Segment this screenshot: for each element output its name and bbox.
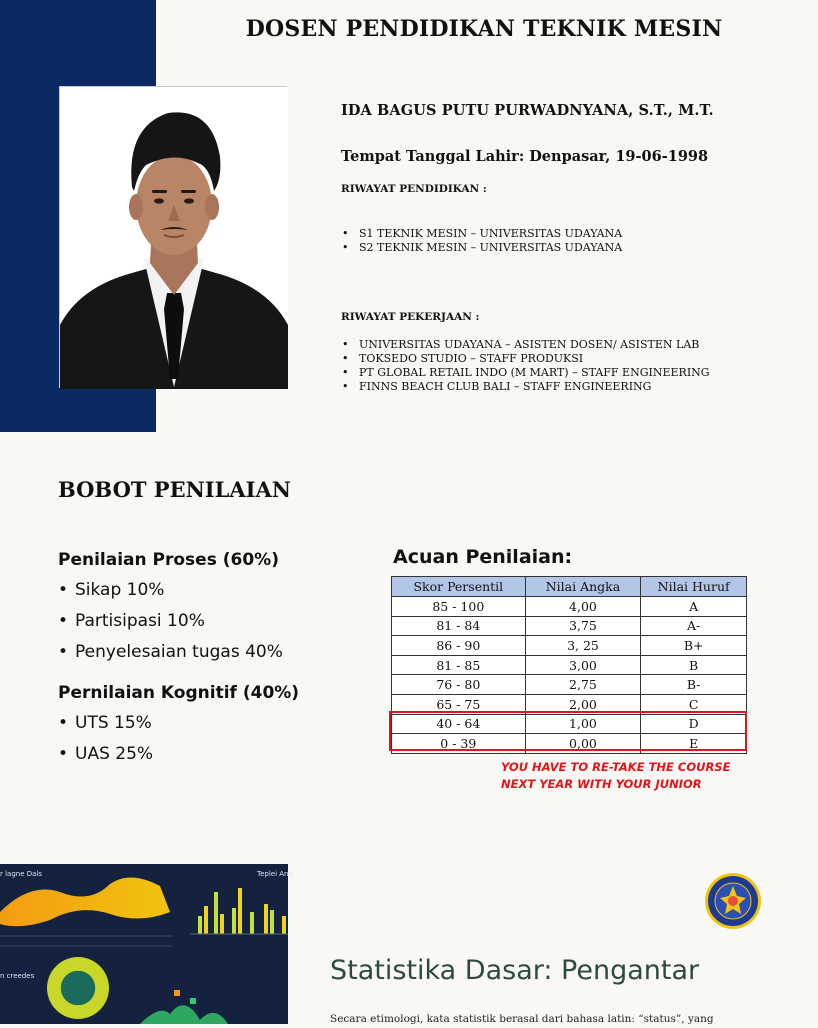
education-list — [341, 227, 751, 255]
table-row — [392, 616, 747, 636]
table-cell: C — [641, 694, 747, 714]
list-item: • FINNS BEACH CLUB BALI – STAFF ENGINEERING — [341, 380, 751, 394]
list-item: • Sikap 10% — [58, 575, 378, 606]
table-cell: 65 - 75 — [392, 694, 526, 714]
list-item: • S1 TEKNIK MESIN – UNIVERSITAS UDAYANA — [341, 227, 751, 241]
dashboard-label: Teplei Anu — [257, 870, 293, 878]
failing-grades-highlight — [389, 711, 747, 751]
warning-line: NEXT YEAR WITH YOUR JUNIOR — [501, 777, 702, 791]
list-item: • PT GLOBAL RETAIL INDO (M MART) – STAFF ENGINEERING — [341, 366, 751, 380]
table-cell: 4,00 — [525, 597, 641, 617]
table-cell: B+ — [641, 636, 747, 656]
lecturer-name: IDA BAGUS PUTU PURWADNYANA, S.T., M.T. — [341, 102, 714, 119]
list-item: • TOKSEDO STUDIO – STAFF PRODUKSI — [341, 352, 751, 366]
birth-info: Tempat Tanggal Lahir: Denpasar, 19-06-1998 — [341, 148, 709, 165]
next-slide-body: Secara etimologi, kata statistik berasal dari bahasa latin: “status”, yang — [330, 1013, 714, 1025]
reference-heading: Acuan Penilaian: — [393, 546, 573, 568]
column-header: Skor Persentil — [392, 577, 526, 597]
table-cell: E — [641, 734, 747, 754]
table-header-row — [392, 577, 747, 597]
table-cell: 3,00 — [525, 655, 641, 675]
page-title: DOSEN PENDIDIKAN TEKNIK MESIN — [245, 16, 723, 42]
dashboard-label: n creedes — [0, 972, 35, 980]
table-cell: 81 - 84 — [392, 616, 526, 636]
dashboard-label: r lagne Dals — [0, 870, 43, 878]
table-cell: D — [641, 714, 747, 734]
cognitive-heading: Pernilaian Kognitif (40%) — [58, 683, 300, 703]
university-seal-icon — [704, 872, 762, 930]
table-row — [392, 655, 747, 675]
table-row — [392, 636, 747, 656]
assessment-breakdown — [58, 550, 378, 770]
education-heading: RIWAYAT PENDIDIKAN : — [341, 183, 487, 195]
table-cell: 1,00 — [525, 714, 641, 734]
process-heading: Penilaian Proses (60%) — [58, 550, 279, 570]
table-cell: 3, 25 — [525, 636, 641, 656]
list-item: • Partisipasi 10% — [58, 606, 378, 637]
table-cell: A — [641, 597, 747, 617]
lecturer-photo — [59, 86, 287, 388]
column-header: Nilai Huruf — [641, 577, 747, 597]
table-row — [392, 675, 747, 695]
next-slide-title: Statistika Dasar: Pengantar — [330, 955, 700, 986]
table-cell: 86 - 90 — [392, 636, 526, 656]
table-cell: 3,75 — [525, 616, 641, 636]
table-cell: 0 - 39 — [392, 734, 526, 754]
table-cell: 0,00 — [525, 734, 641, 754]
table-cell: B — [641, 655, 747, 675]
table-row — [392, 597, 747, 617]
table-cell: 76 - 80 — [392, 675, 526, 695]
table-cell: 85 - 100 — [392, 597, 526, 617]
table-cell: 2,00 — [525, 694, 641, 714]
table-cell: 40 - 64 — [392, 714, 526, 734]
grading-heading: BOBOT PENILAIAN — [58, 477, 291, 502]
list-item: • Penyelesaian tugas 40% — [58, 637, 378, 668]
dashboard-thumbnail — [0, 864, 293, 1024]
process-list — [58, 575, 378, 668]
column-header: Nilai Angka — [525, 577, 641, 597]
work-list — [341, 338, 751, 394]
list-item: • UTS 15% — [58, 708, 378, 739]
work-heading: RIWAYAT PEKERJAAN : — [341, 311, 480, 323]
retake-warning — [501, 759, 761, 793]
list-item: • UAS 25% — [58, 739, 378, 770]
table-cell: 81 - 85 — [392, 655, 526, 675]
warning-line: YOU HAVE TO RE-TAKE THE COURSE — [501, 760, 731, 774]
cognitive-list — [58, 708, 378, 770]
table-cell: A- — [641, 616, 747, 636]
table-cell: B- — [641, 675, 747, 695]
table-cell: 2,75 — [525, 675, 641, 695]
list-item: • S2 TEKNIK MESIN – UNIVERSITAS UDAYANA — [341, 241, 751, 255]
profile-info — [341, 102, 751, 393]
list-item: • UNIVERSITAS UDAYANA – ASISTEN DOSEN/ ASISTEN LAB — [341, 338, 751, 352]
